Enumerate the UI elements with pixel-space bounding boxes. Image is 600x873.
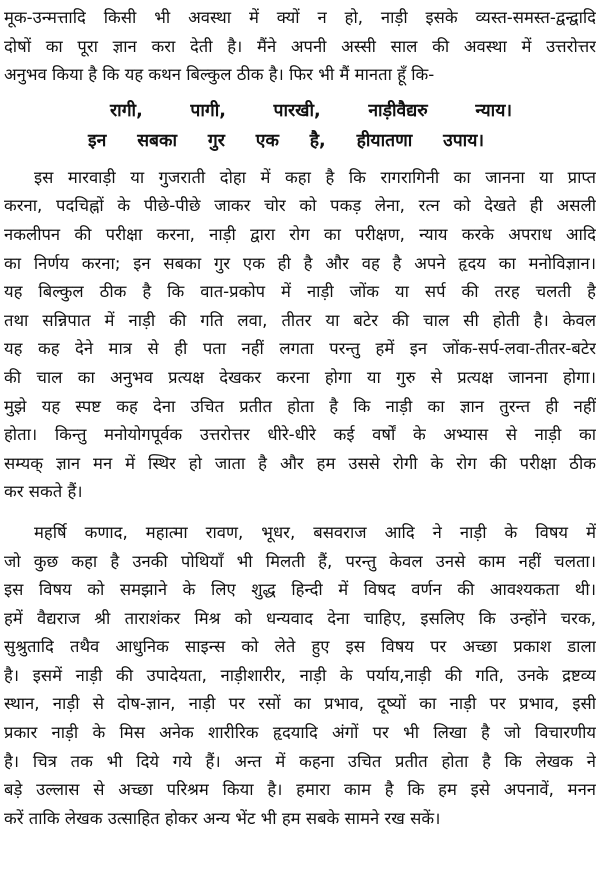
text-line: इस मारवाड़ी या गुजराती दोहा में कहा है कि रागरागिनी का जानना या प्राप्त (34, 167, 596, 187)
text-line: जो कुछ कहा है उनकी पोथियाँ भी मिलती हैं, परन्तु केवल उनसे काम नहीं चलता। (4, 551, 596, 571)
text-line: मुझे यह स्पष्ट कह देना उचित प्रतीत होता है कि नाड़ी का ज्ञान तुरन्त ही नहीं (4, 396, 596, 416)
text-line: का निर्णय करना; इन सबका गुर एक ही है और वह है अपने हृदय का मनोविज्ञान। (4, 253, 596, 273)
text-line: करना, पदचिह्नों के पीछे-पीछे जाकर चोर को पकड़ लेना, रत्न को देखते ही असली (4, 196, 596, 216)
text-line: है। इसमें नाड़ी की उपादेयता, नाड़ीशारीर, नाड़ी के पर्याय,नाड़ी की गति, उनके द्रष्टव्य (4, 665, 596, 685)
verse-line-1: रागी, पागी, पारखी, नाड़ीवैद्यरु न्याय। (110, 100, 512, 121)
opening-paragraph (4, 4, 596, 90)
text-line: स्थान, नाड़ी से दोष-ज्ञान, नाड़ी पर रसों का प्रभाव, दूष्यों का नाड़ी पर प्रभाव, इसी (4, 694, 596, 714)
text-line: प्रकार नाड़ी के मिस अनेक शारीरिक हृदयादि अंगों पर भी लिखा है जो विचारणीय (4, 723, 596, 743)
text-line: अनुभव किया है कि यह कथन बिल्कुल ठीक है। फिर भी मैं मानता हूँ कि- (4, 65, 435, 85)
text-line: यह बिल्कुल ठीक है कि वात-प्रकोप में नाड़ी जोंक या सर्प की तरह चलती है (4, 282, 596, 302)
paragraph-1 (4, 164, 596, 507)
text-line: होता। किन्तु मनोयोगपूर्वक उत्तरोत्तर धीरे-धीरे कई वर्षों के अभ्यास से नाड़ी का (4, 425, 596, 445)
text-line: नकलीपन की परीक्षा करना, नाड़ी द्वारा रोग का परीक्षण, न्याय करके अपराध आदि (4, 224, 596, 244)
text-line: है। चित्र तक भी दिये गये हैं। अन्त में कहना उचित प्रतीत होता है कि लेखक ने (4, 751, 596, 771)
text-line: तथा सन्निपात में नाड़ी की गति लवा, तीतर या बटेर की चाल सी होती है। केवल (4, 310, 596, 330)
text-line: कर सकते हैं। (4, 482, 83, 502)
text-line: सुश्रुतादि तथैव आधुनिक साइन्स को लेते हुए इस विषय पर अच्छा प्रकाश डाला (4, 637, 596, 657)
text-line: हमें वैद्यराज श्री ताराशंकर मिश्र को धन्यवाद देना चाहिए, इसलिए कि उन्होंने चरक, (4, 608, 596, 628)
text-line: यह कह देने मात्र से ही पता नहीं लगता परन्तु हमें इन जोंक-सर्प-लवा-तीतर-बटेर (4, 339, 596, 359)
text-line: करें ताकि लेखक उत्साहित होकर अन्य भेंट भी हम सबके सामने रख सकें। (4, 808, 441, 828)
text-line: बड़े उल्लास से अच्छा परिश्रम किया है। हमारा काम है कि हम इसे अपनावें, मनन (4, 780, 596, 800)
paragraph-2 (4, 519, 596, 834)
text-line: की चाल का अनुभव प्रत्यक्ष देखकर करना होगा या गुरु से प्रत्यक्ष जानना होगा। (4, 367, 596, 387)
text-line: दोषों का पूरा ज्ञान करा देती है। मैंने अपनी अस्सी साल की अवस्था में उत्तरोत्तर (4, 36, 596, 56)
text-line: इस विषय को समझाने के लिए शुद्ध हिन्दी में विषद वर्णन की आवश्यकता थी। (4, 580, 596, 600)
text-line: महर्षि कणाद, महात्मा रावण, भूधर, बसवराज आदि ने नाड़ी के विषय में (34, 522, 596, 542)
verse-block (4, 96, 596, 156)
text-line: सम्यक् ज्ञान मन में स्थिर हो जाता है और हम उससे रोगी के रोग की परीक्षा ठीक (4, 453, 596, 473)
verse-line-2: इन सबका गुर एक है, हीयातणा उपाय। (88, 130, 484, 151)
paragraph-gap (4, 507, 596, 519)
text-line: मूक-उन्मत्तादि किसी भी अवस्था में क्यों न हो, नाड़ी इसके व्यस्त-समस्त-द्वन्द्वादि (4, 8, 596, 27)
